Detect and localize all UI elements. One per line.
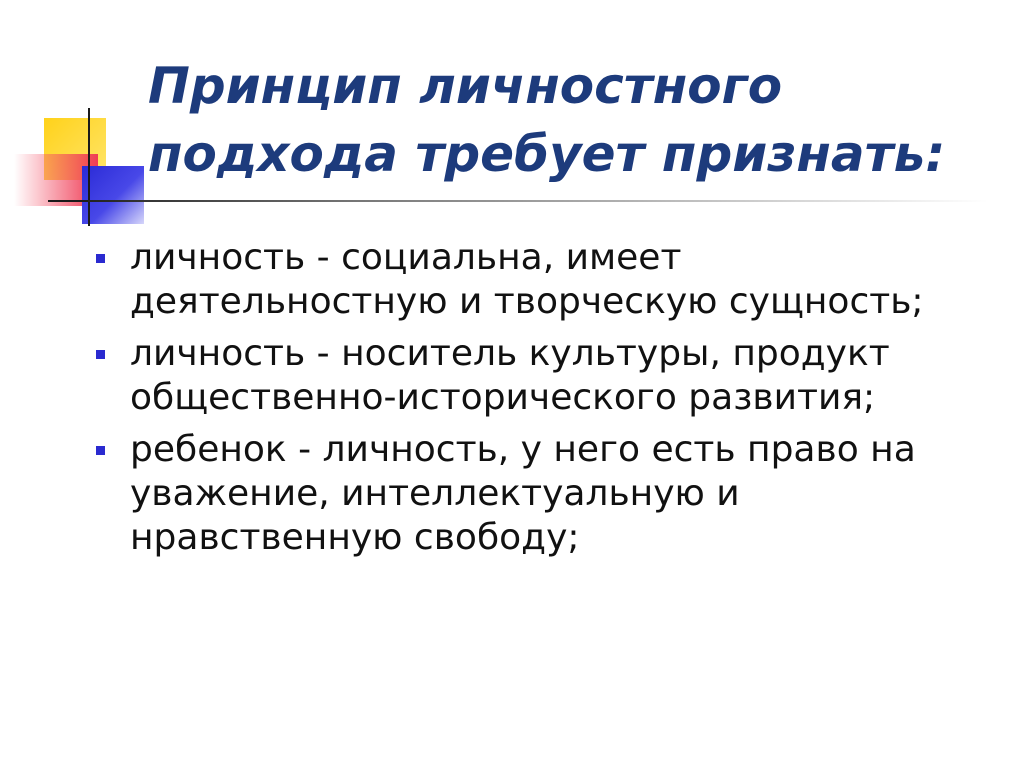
square-bullet-icon bbox=[96, 254, 105, 263]
square-bullet-icon bbox=[96, 446, 105, 455]
bullet-text: ребенок - личность, у него есть право на уважение, интеллектуальную и нравственную свободу; bbox=[130, 429, 916, 558]
bullet-item bbox=[94, 332, 994, 420]
bullet-text: личность - носитель культуры, продукт общественно-исторического развития; bbox=[130, 333, 890, 418]
title-underline bbox=[88, 200, 988, 202]
bullet-item bbox=[94, 428, 994, 560]
bullet-text: личность - социальна, имеет деятельностную и творческую сущность; bbox=[130, 237, 924, 322]
decorative-blue-square bbox=[82, 166, 144, 224]
bullet-list bbox=[94, 236, 994, 568]
slide-title: Принцип личностного подхода требует признать: bbox=[148, 57, 946, 183]
square-bullet-icon bbox=[96, 350, 105, 359]
bullet-item bbox=[94, 236, 994, 324]
decorative-corner-squares bbox=[0, 0, 150, 240]
decorative-vertical-line bbox=[88, 108, 90, 226]
